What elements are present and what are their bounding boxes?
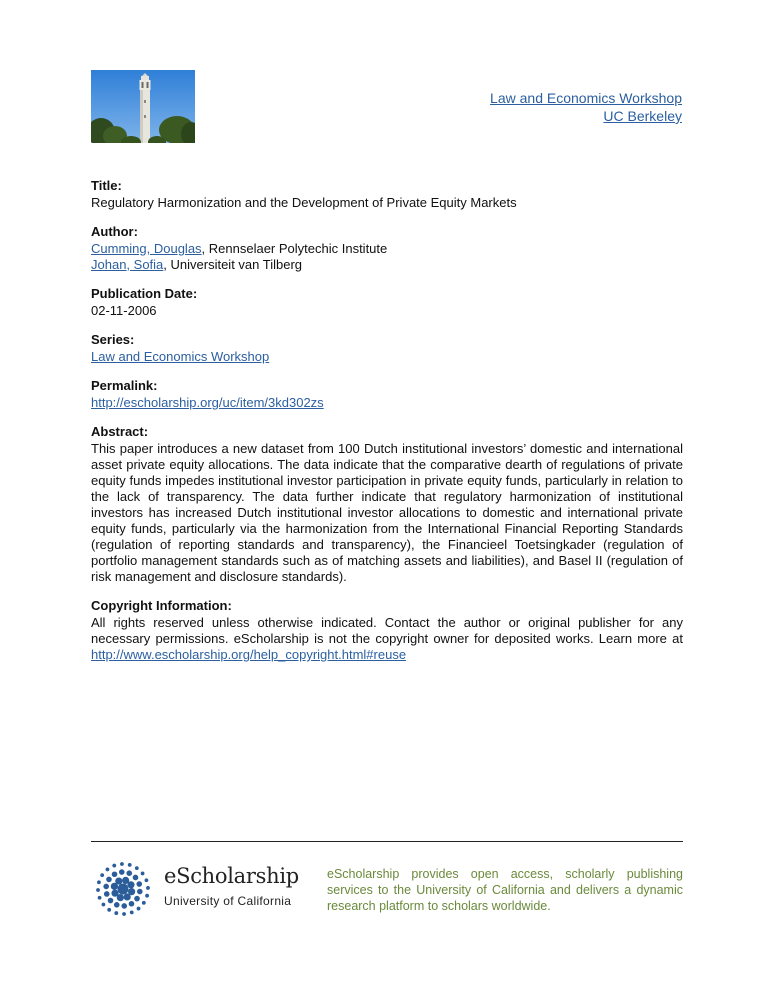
logo-dot	[106, 877, 112, 883]
footer-divider	[91, 841, 683, 842]
copyright-help-link[interactable]: http://www.escholarship.org/help_copyright.html#reuse	[91, 647, 407, 662]
copyright-text: All rights reserved unless otherwise indicated. Contact the author or original publisher for any necessary permissions. eScholarship is not the copyright owner for deposited works. Learn more at	[91, 615, 683, 646]
logo-dot	[135, 866, 139, 870]
series-header	[490, 89, 682, 125]
author-affiliation: , Rennselaer Polytechic Institute	[201, 241, 388, 256]
permalink-link[interactable]: http://escholarship.org/uc/item/3kd302zs	[91, 395, 324, 410]
author-field	[91, 224, 683, 273]
logo-dot	[114, 911, 118, 915]
logo-dot	[118, 884, 129, 895]
logo-dot	[137, 907, 141, 911]
author-label: Author:	[91, 224, 138, 239]
abstract-field	[91, 424, 683, 585]
logo-dot	[114, 902, 120, 908]
logo-dot	[126, 870, 132, 876]
publication-date-field	[91, 286, 683, 319]
logo-dot	[122, 912, 126, 916]
logo-dot	[107, 908, 111, 912]
logo-dot	[102, 903, 106, 907]
author-entry	[91, 257, 683, 273]
logo-dot	[96, 888, 100, 892]
logo-dot	[137, 889, 143, 895]
series-header-link[interactable]: Law and Economics Workshop	[490, 90, 682, 106]
permalink-field	[91, 378, 683, 411]
logo-dot	[130, 911, 134, 915]
logo-wordmark: eScholarship	[164, 864, 299, 888]
logo-dot	[124, 893, 131, 900]
logo-subtitle: University of California	[164, 894, 292, 908]
publication-date-label: Publication Date:	[91, 286, 198, 301]
title-label: Title:	[91, 178, 122, 193]
logo-dot	[142, 901, 146, 905]
logo-dot	[115, 877, 122, 884]
campanile-photo	[91, 70, 195, 143]
series-link[interactable]: Law and Economics Workshop	[91, 349, 270, 364]
logo-dot	[128, 863, 132, 867]
series-label: Series:	[91, 332, 135, 347]
logo-dot	[119, 869, 125, 875]
logo-dot	[134, 896, 140, 902]
abstract-label: Abstract:	[91, 424, 149, 439]
logo-dot	[145, 894, 149, 898]
logo-dot	[136, 881, 142, 887]
logo-dot	[103, 884, 109, 890]
logo-dot	[121, 903, 127, 909]
author-entry	[91, 241, 683, 257]
title-value: Regulatory Harmonization and the Development of Private Equity Markets	[91, 195, 517, 210]
logo-dot	[98, 896, 102, 900]
footer-description: eScholarship provides open access, scholarly publishing services to the University of California and delivers a dynamic research platform to scholars worldwide.	[327, 867, 683, 913]
copyright-field	[91, 598, 683, 663]
escholarship-dots-icon	[93, 858, 153, 920]
abstract-text: This paper introduces a new dataset from 100 Dutch institutional investors’ domestic and international asset private equity allocations. The data indicate that the comparative dearth of regulations of private equity funds impedes institutional investor participation in private equity funds, particularly in relation to the lack of transparency. The data further indicate that regulatory harmonization of institutional investors has increased Dutch institutional investor allocations to domestic and international private equity funds, particularly via the harmonization from the International Financial Reporting Standards (regulation of reporting standards and transparency), the Financieel Toetsingkader (regulation of portfolio management standards such as of matching assets and liabilities), and Basel II (regulation of risk management and disclosure standards).	[91, 441, 683, 584]
logo-dot	[127, 881, 134, 888]
logo-dot	[112, 864, 116, 868]
publication-date-value: 02-11-2006	[91, 303, 157, 318]
logo-dot	[108, 898, 114, 904]
permalink-label: Permalink:	[91, 378, 158, 393]
logo-dot	[145, 878, 149, 882]
logo-dot	[112, 871, 118, 877]
logo-dot	[141, 872, 145, 876]
logo-dot	[129, 901, 135, 907]
logo-dot	[111, 890, 118, 897]
author-link[interactable]: Cumming, Douglas	[91, 241, 202, 256]
logo-dot	[106, 868, 110, 872]
author-affiliation: , Universiteit van Tilberg	[163, 257, 303, 272]
document-metadata	[91, 178, 683, 676]
series-field	[91, 332, 683, 365]
author-link[interactable]: Johan, Sofia	[91, 257, 164, 272]
institution-link[interactable]: UC Berkeley	[603, 108, 682, 124]
copyright-label: Copyright Information:	[91, 598, 232, 613]
logo-dot	[120, 862, 124, 866]
logo-dot	[104, 891, 110, 897]
logo-dot	[146, 886, 150, 890]
logo-dot	[133, 875, 139, 881]
title-field	[91, 178, 683, 211]
escholarship-logo[interactable]	[93, 858, 299, 920]
logo-dot	[100, 873, 104, 877]
logo-dot	[97, 880, 101, 884]
